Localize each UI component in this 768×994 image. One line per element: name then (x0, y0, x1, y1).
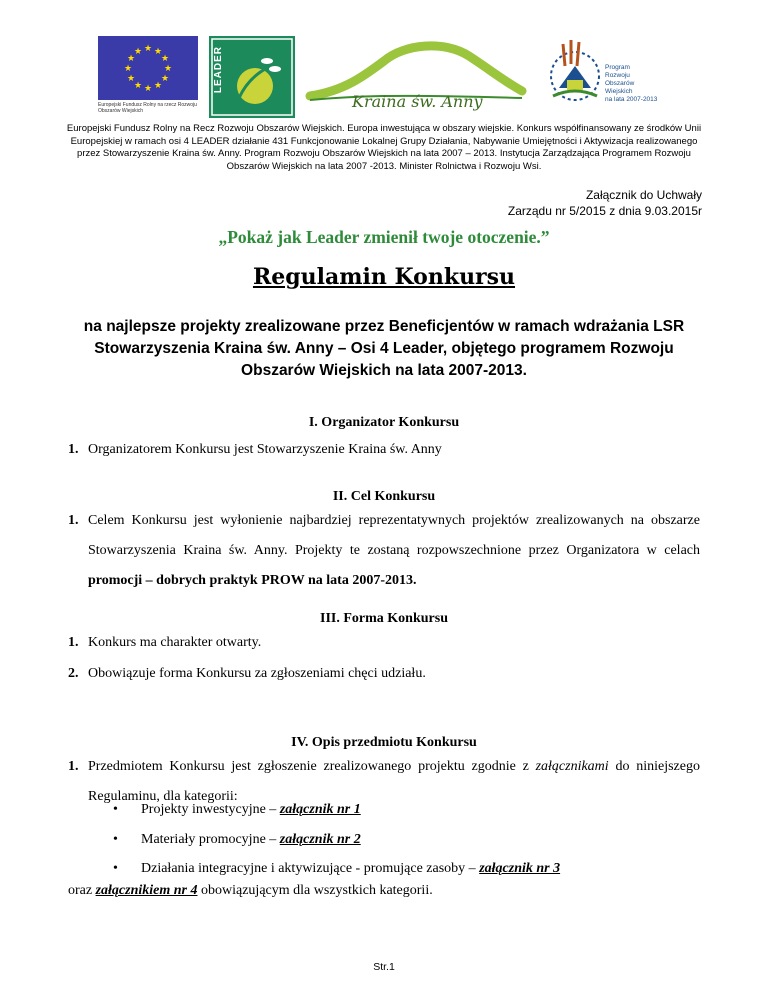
logo-bar (0, 36, 768, 118)
prow-text: Program Rozwoju Obszarów Wiejskich na lata 2007-2013 (605, 64, 658, 103)
bullet-icon: • (113, 802, 118, 817)
svg-text:★: ★ (160, 74, 170, 84)
attachment-note: Załącznik do Uchwały Zarządu nr 5/2015 z dnia 9.03.2015r (507, 188, 702, 218)
list-item: 1. Organizatorem Konkursu jest Stowarzyszenie Kraina św. Anny (68, 442, 442, 457)
list-item: 1. Celem Konkursu jest wyłonienie najbardziej reprezentatywnych projektów zrealizowanych na obszarze Stowarzyszenia Kraina św. Anny. Projekty te zostaną rozpowszechnione przez Organizatora w celach promocji – dobrych praktyk PROW na lata 2007-2013. (68, 513, 700, 588)
section-heading-goal: II. Cel Konkursu (332, 489, 436, 504)
subtitle: na najlepsze projekty zrealizowane przez Beneficjentów w ramach wdrażania LSR Stowarzyszenia Kraina św. Anny – Osi 4 Leader, objętego programem Rozwoju Obszarów Wiejskich na lata 2007-2013. (83, 318, 685, 379)
svg-text:★: ★ (153, 47, 163, 57)
svg-text:★: ★ (153, 81, 163, 91)
eu-caption: Europejski Fundusz Rolny na rzecz Rozwoju Obszarów Wiejskich (98, 102, 197, 114)
eu-logo (98, 36, 198, 116)
svg-text:★: ★ (143, 44, 153, 54)
svg-text:★: ★ (133, 47, 143, 57)
list-item: 1. Przedmiotem Konkursu jest zgłoszenie zrealizowanego projektu zgodnie z załącznikami do niniejszego Regulaminu, dla kategorii: (68, 759, 700, 804)
svg-text:★: ★ (143, 84, 153, 94)
funding-note: Europejski Fundusz Rolny na Recz Rozwoju Obszarów Wiejskich. Europa inwestująca w obszary wiejskie. Konkurs współfinansowany ze środków Unii Europejskiej w ramach osi 4 LEADER działanie 431 Funkcjonowanie Lokalnej Grupy Działania, Nabywanie Umiejętności i Aktywizacja realizowanego przez Stowarzyszenie Kraina św. Anny. Program Rozwoju Obszarów Wiejskich na lata 2007 – 2013. Instytucja Zarządzająca Programem Rozwoju Obszarów Wiejskich na lata 2007 -2013. Minister Rolnictwa i Rozwoju Wsi. (66, 123, 702, 172)
list-item: 1. Konkurs ma charakter otwarty. (68, 635, 262, 650)
final-line: oraz załącznikiem nr 4 obowiązującym dla wszystkich kategorii. (68, 883, 433, 898)
prow-logo (545, 36, 675, 118)
leader-logo (209, 36, 295, 118)
section-heading-organizer: I. Organizator Konkursu (308, 415, 460, 430)
page-title: Regulamin Konkursu (252, 264, 516, 290)
leader-text: LEADER (213, 46, 224, 94)
svg-text:★: ★ (126, 74, 136, 84)
svg-text:★: ★ (123, 64, 133, 74)
list-item: 2. Obowiązuje forma Konkursu za zgłoszeniami chęci udziału. (68, 666, 426, 681)
kraina-logo (304, 36, 528, 118)
page-number: Str.1 (373, 961, 395, 973)
eu-flag-icon (98, 36, 198, 100)
section-heading-form: III. Forma Konkursu (320, 611, 448, 626)
svg-text:★: ★ (133, 81, 143, 91)
slogan: „Pokaż jak Leader zmienił twoje otoczenie.” (218, 227, 550, 247)
kraina-text: Kraina św. Anny (352, 92, 483, 111)
bullet-icon: • (113, 861, 118, 876)
svg-text:★: ★ (126, 54, 136, 64)
svg-text:★: ★ (163, 64, 173, 74)
svg-text:★: ★ (160, 54, 170, 64)
section-heading-subject: IV. Opis przedmiotu Konkursu (291, 735, 477, 750)
bullet-icon: • (113, 832, 118, 847)
